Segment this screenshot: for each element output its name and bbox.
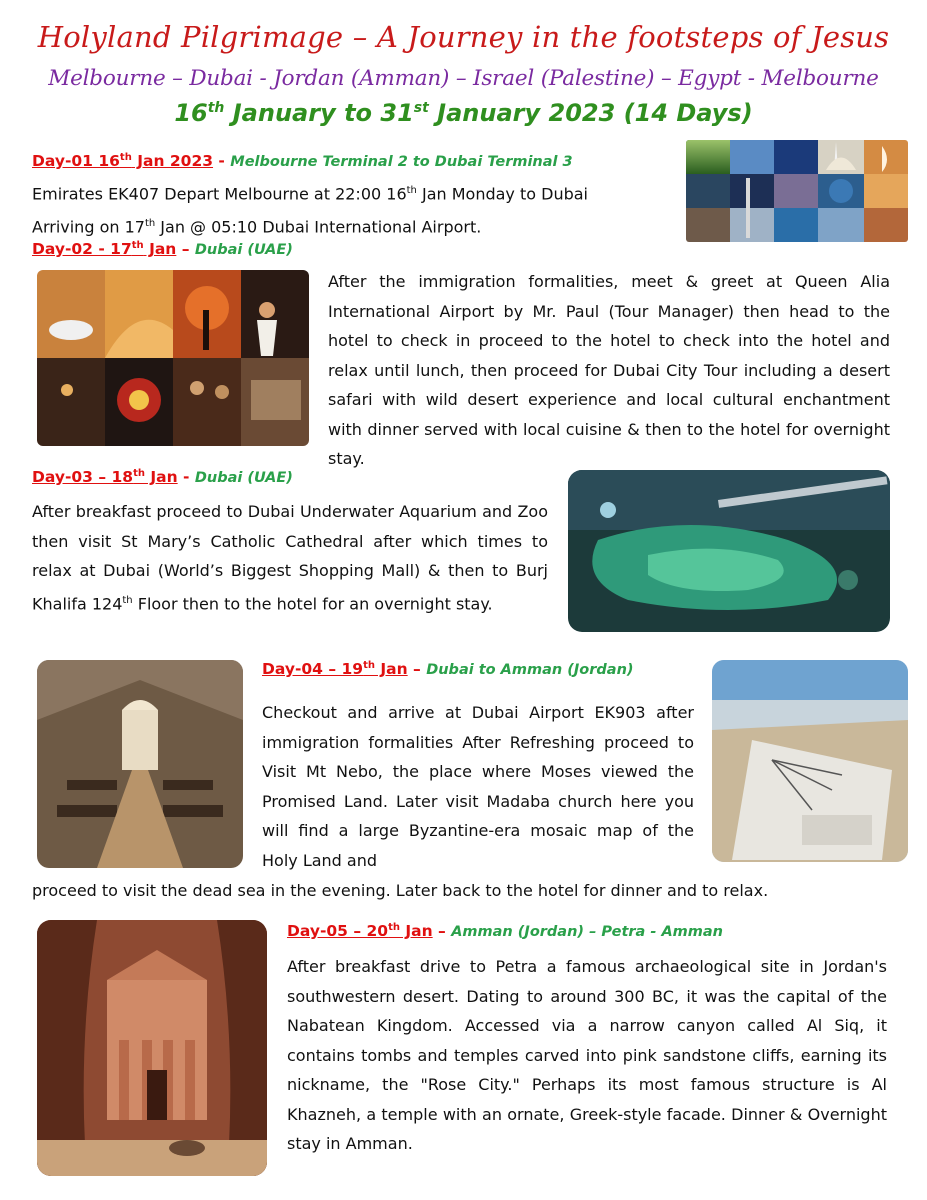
day-04-text: Checkout and arrive at Dubai Airport EK903 after immigration formalities After Refreshing proceed to Visit Mt Nebo, the place where Moses viewed the Promised Land. Later visit Madaba church here you will find a large Byzantine-era mosaic map of the Holy Land and <box>262 703 694 870</box>
route-subtitle: Melbourne – Dubai - Jordan (Amman) – Israel (Palestine) – Egypt - Melbourne <box>48 66 879 91</box>
day-02-route: Dubai (UAE) <box>194 242 293 259</box>
dubai-collage-image <box>686 140 908 242</box>
day-04-label: Day-04 – 19th Jan <box>262 660 408 679</box>
day-01-line-1: Emirates EK407 Depart Melbourne at 22:00 16th Jan Monday to Dubai <box>32 184 588 204</box>
day-01-route: Melbourne Terminal 2 to Dubai Terminal 3 <box>230 154 573 171</box>
day-01-label: Day-01 16th Jan 2023 <box>32 152 214 171</box>
day-03-label: Day-03 – 18th Jan <box>32 468 178 487</box>
dates-start-sup: th <box>207 100 225 116</box>
day-04-text-tail: proceed to visit the dead sea in the evening. Later back to the hotel for dinner and to relax. <box>32 881 769 900</box>
day-05-text: After breakfast drive to Petra a famous archaeological site in Jordan's southwestern desert. Dating to around 300 BC, it was the capital of the Nabatean Kingdom. Accessed via a narrow canyon called Al Siq, it contains tombs and temples carved into pink sandstone cliffs, earning its nickname, the "Rose City." Perhaps its most famous structure is Al Khazneh, a temple with an ornate, Greek-style facade. Dinner & Overnight stay in Amman. <box>287 957 887 1153</box>
trip-dates <box>0 99 927 127</box>
day-02-sep: – <box>176 240 195 259</box>
day-03-heading <box>32 468 293 486</box>
dates-end: January 2023 (14 Days) <box>428 99 753 127</box>
day-02-heading <box>32 240 293 258</box>
dates-mid: January to 31 <box>224 99 414 127</box>
page-title: Holyland Pilgrimage – A Journey in the footsteps of Jesus <box>37 20 890 54</box>
madaba-church-image <box>37 660 243 868</box>
day-04-heading <box>262 660 634 678</box>
petra-treasury-image <box>37 920 267 1176</box>
day-01-heading <box>32 152 573 170</box>
day-04-route: Dubai to Amman (Jordan) <box>426 662 634 679</box>
day-05-label: Day-05 – 20th Jan <box>287 922 433 941</box>
day-05-route: Amman (Jordan) – Petra - Amman <box>451 924 723 941</box>
day-04-sep: – <box>407 660 427 679</box>
day-05-heading <box>287 922 723 940</box>
day-05-sep: – <box>432 922 452 941</box>
aquarium-image <box>568 470 890 632</box>
day-03-route: Dubai (UAE) <box>194 470 293 487</box>
day-01-sep: - <box>213 152 231 171</box>
day-02-label: Day-02 - 17th Jan <box>32 240 177 259</box>
day-02-text: After the immigration formalities, meet & greet at Queen Alia International Airport by Mr. Paul (Tour Manager) then head to the hotel to check in proceed to the hotel to check into the hotel and relax until lunch, then proceed for Dubai City Tour including a desert safari with wild desert experience and local cultural enchantment with dinner served with local cuisine & then to the hotel for overnight stay. <box>328 272 890 468</box>
day-03-sep: - <box>177 468 195 487</box>
day-03-text: After breakfast proceed to Dubai Underwater Aquarium and Zoo then visit St Mary’s Catholic Cathedral after which times to relax at Dubai (World’s Biggest Shopping Mall) & then to Burj Khalifa 124th Floor then to the hotel for an overnight stay. <box>32 502 548 613</box>
dates-end-sup: st <box>413 100 429 116</box>
dates-start: 16 <box>174 99 208 127</box>
day-01-line-2: Arriving on 17th Jan @ 05:10 Dubai International Airport. <box>32 217 482 237</box>
desert-safari-collage-image <box>37 270 309 446</box>
day-01-text <box>32 176 672 242</box>
mount-nebo-image <box>712 660 908 862</box>
